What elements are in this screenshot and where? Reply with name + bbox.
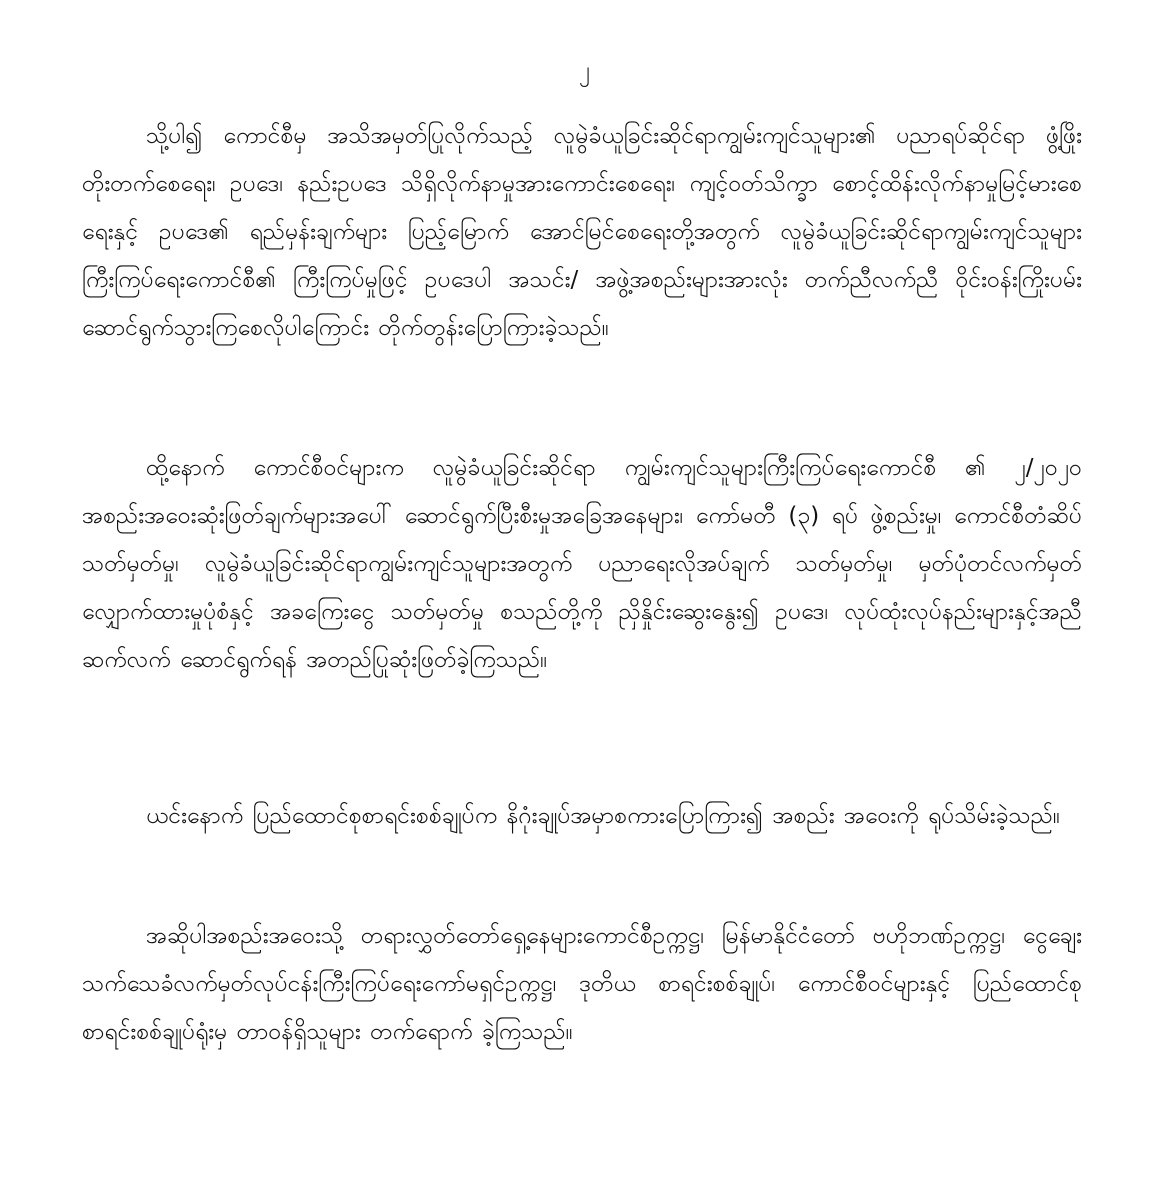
paragraph-2: ထို့နောက် ကောင်စီဝင်များက လူမွဲခံယူခြင်းဆိုင်ရာ ကျွမ်းကျင်သူများကြီးကြပ်ရေးကောင်စီ ၏ ၂/၂၀၂၀ အစည်းအဝေးဆုံးဖြတ်ချက်များအပေါ် ဆောင်ရွက်ပြီးစီးမှုအခြေအနေများ၊ ကော်မတီ (၃) ရပ် ဖွဲ့စည်းမှု၊ ကောင်စီတံဆိပ်သတ်မှတ်မှု၊ လူမွဲခံယူခြင်းဆိုင်ရာကျွမ်းကျင်သူများအတွက် ပညာရေးလိုအပ်ချက် သတ်မှတ်မှု၊ မှတ်ပုံတင်လက်မှတ်လျှောက်ထားမှုပုံစံနှင့် အခကြေးငွေ သတ်မှတ်မှု စသည်တို့ကို ညှိနှိုင်းဆွေးနွေး၍ ဥပဒေ၊ လုပ်ထုံးလုပ်နည်းများနှင့်အညီ ဆက်လက် ဆောင်ရွက်ရန် အတည်ပြုဆုံးဖြတ်ခဲ့ကြသည်။ (82, 455, 1082, 673)
paragraph-3: ယင်းနောက် ပြည်ထောင်စုစာရင်းစစ်ချုပ်က နိဂုံးချုပ်အမှာစကားပြောကြား၍ အစည်း အဝေးကို ရုပ်သိမ်းခဲ့သည်။ (146, 803, 1060, 829)
page-number: ၂ (579, 58, 590, 83)
paragraph-4: အဆိုပါအစည်းအဝေးသို့ တရားလွှတ်တော်ရှေ့နေများကောင်စီဥက္ကဋ္ဌ၊ မြန်မာနိုင်ငံတော် ဗဟိုဘဏ်ဥက္ကဋ္ဌ၊ ငွေချေးသက်သေခံလက်မှတ်လုပ်ငန်းကြီးကြပ်ရေးကော်မရှင်ဥက္ကဋ္ဌ၊ ဒုတိယ စာရင်းစစ်ချုပ်၊ ကောင်စီဝင်များနှင့် ပြည်ထောင်စုစာရင်းစစ်ချုပ်ရုံးမှ တာဝန်ရှိသူများ တက်ရောက် ခဲ့ကြသည်။ (82, 923, 1082, 1045)
paragraph-1: သို့ပါ၍ ကောင်စီမှ အသိအမှတ်ပြုလိုက်သည့် လူမွဲခံယူခြင်းဆိုင်ရာကျွမ်းကျင်သူများ၏ ပညာရပ်ဆိုင်ရာ ဖွံ့ဖြိုးတိုးတက်စေရေး၊ ဥပဒေ၊ နည်းဥပဒေ သိရှိလိုက်နာမှုအားကောင်းစေရေး၊ ကျင့်ဝတ်သိက္ခာ စောင့်ထိန်းလိုက်နာမှုမြင့်မားစေရေးနှင့် ဥပဒေ၏ ရည်မှန်းချက်များ ပြည့်မြောက် အောင်မြင်စေရေးတို့အတွက် လူမွဲခံယူခြင်းဆိုင်ရာကျွမ်းကျင်သူများ ကြီးကြပ်ရေးကောင်စီ၏ ကြီးကြပ်မှုဖြင့် ဥပဒေပါ အသင်း/ အဖွဲ့အစည်းများအားလုံး တက်ညီလက်ညီ ဝိုင်းဝန်းကြိုးပမ်း ဆောင်ရွက်သွားကြစေလိုပါကြောင်း တိုက်တွန်းပြောကြားခဲ့သည်။ (82, 123, 1082, 341)
